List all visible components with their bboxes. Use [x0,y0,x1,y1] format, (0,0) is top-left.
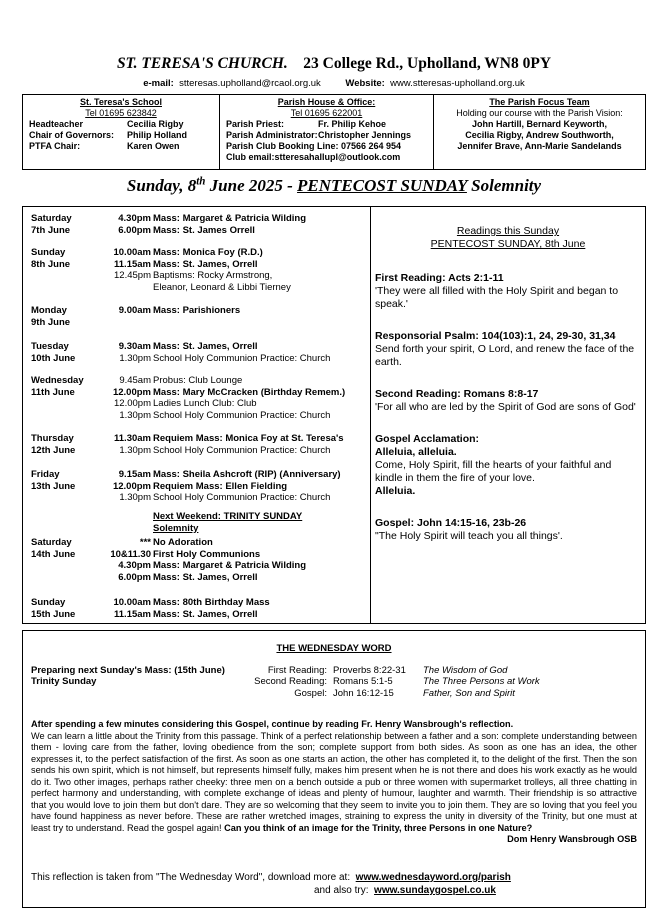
prep-reading-row [243,665,643,676]
parish-person: Christopher Jennings [318,130,412,140]
day-line: 14th June [31,548,76,560]
acclamation-label: Gospel Acclamation: [375,433,480,445]
parish-contact-row [226,130,427,141]
feast-name: PENTECOST SUNDAY [297,176,467,195]
schedule-times [103,375,151,421]
day-line: 13th June [31,480,76,492]
email-address[interactable]: stteresas.upholland@rcaol.org.uk [179,78,321,89]
mass-schedule [23,207,371,623]
next-weekend-line: Next Weekend: TRINITY SUNDAY [153,511,303,522]
date-heading [22,176,646,196]
wednesday-word-link[interactable]: www.wednesdayword.org/parish [355,872,511,883]
prep-reading-ref: John 16:12-15 [333,687,394,699]
prep-reading-row [243,688,643,699]
school-info [23,95,219,169]
schedule-time: 12.00pm [114,398,151,410]
prep-reading-name: Gospel: [294,687,327,699]
schedule-day-label [31,247,101,270]
schedule-item: Requiem Mass: Monica Foy at St. Teresa's [153,433,344,444]
schedule-time [103,282,151,294]
schedule-time: 10&11.30 [110,548,151,560]
contact-line [22,78,646,89]
source-text: This reflection is taken from "The Wednesday Word", download more at: [31,872,351,883]
first-reading-ref: First Reading: Acts 2:1-11 [375,272,504,284]
schedule-item: Mass: Mary McCracken (Birthday Remem.) [153,386,346,398]
parish-house-tel: Tel 01695 622001 [290,108,363,118]
focus-team-name-line: Jennifer Brave, Ann-Marie Sandelands [457,141,622,151]
focus-team-name-line: Cecilia Rigby, Andrew Southworth, [465,130,614,140]
day-line: Thursday [31,433,74,444]
prep-reading-ref: Proverbs 8:22-31 [333,665,406,676]
readings-panel [375,207,641,543]
day-line: 9th June [31,316,71,328]
schedule-day-label [31,433,101,456]
acclamation-text: Come, Holy Spirit, fill the hearts of your faithful and kindle in them the fire of your love. [375,459,612,484]
day-line: 7th June [31,224,71,236]
schedule-times [103,597,151,620]
schedule-time: 1.30pm [119,409,151,421]
reflection-text: We can learn a little about the Trinity from this passage. Think of a perfect relationship between a father and a son: complete understanding between them - loving care from the father, loving obedience from the son; complete support from both sides. As soon as one has an idea, the other expresses it, to the perfect satisfaction of the first. As soon as one starts an action, the other has completed it, to the delight of the first. Then the son sends his own spirit, which is not himself, but represents himself fully, makes him present when he is not there and does his work exactly as he would do it. Two other images, perhaps rather cheeky: three men on a bench outside a pub or three women with supermarket trolleys, all three chatting in perfect harmony and understanding, with complete exchange of ideas and plenty of humour, laughter and warmth. Their friendship is so attractive that you would love to join them but don't dare. They are so welcoming that they seem to invite you to join them. They are so loving that you feel you have found happiness as never before. These are rather wretched images, straining to express the unity in diversity of the Trinity, but one must at least try to understand. Read the gospel again! [31,730,637,833]
schedule-time: 4.30pm [118,560,151,572]
prep-reading-name: First Reading: [267,665,327,676]
schedule-item: Mass: St. James, Orrell [153,608,258,620]
schedule-items [153,213,378,236]
sunday-gospel-link[interactable]: www.sundaygospel.co.uk [374,885,496,896]
date-rest: June 2025 - [205,176,298,195]
schedule-item: Mass: Margaret & Patricia Wilding [153,213,307,224]
reflection-body [31,731,637,835]
prep-reading-name: Second Reading: [254,676,327,688]
feast-rank: Solemnity [466,176,542,195]
schedule-time: 10.00am [113,597,151,608]
next-weekend-line: Solemnity [153,522,199,534]
schedule-item: Mass: Sheila Ashcroft (RIP) (Anniversary) [153,469,341,480]
day-line: Sunday [31,247,66,258]
gospel-text: "The Holy Spirit will teach you all things'. [375,530,563,542]
focus-team-intro: Holding our course with the Parish Vision: [456,108,623,118]
day-line: Tuesday [31,341,69,352]
second-reading-text: 'For all who are led by the Spirit of God are sons of God' [375,401,636,413]
schedule-time: 1.30pm [119,352,151,364]
school-person: Karen Owen [127,141,180,151]
schedule-times [103,247,151,293]
prep-reading-theme: The Three Persons at Work [423,676,540,688]
schedule-times [103,469,151,504]
schedule-time: 9.30am [118,341,151,352]
wednesday-word-title: THE WEDNESDAY WORD [276,643,392,654]
schedule-day-label [31,375,101,398]
prep-reading-theme: Father, Son and Spirit [423,687,515,699]
parish-person: Fr. Philip Kehoe [318,119,387,129]
schedule-day-label [31,305,101,328]
day-line: Wednesday [31,375,84,386]
schedule-items [153,247,378,293]
readings-subtitle: PENTECOST SUNDAY, 8th June [430,238,586,250]
schedule-day-label [31,537,101,560]
day-line: Friday [31,469,60,480]
school-tel: Tel 01695 623842 [85,108,157,118]
parish-role: Parish Priest: [226,119,285,129]
parish-contact-row [226,119,427,130]
school-person: Philip Holland [127,130,187,140]
also-try-text: and also try: [314,885,369,896]
schedule-times [103,341,151,364]
schedule-item: Mass: 80th Birthday Mass [153,597,270,608]
parish-info-box [22,94,646,170]
prep-reading-row [243,676,643,687]
acclamation-alleluia: Alleluia, alleluia. [375,446,457,458]
reflection-source [31,871,637,897]
schedule-item: School Holy Communion Practice: Church [153,409,331,421]
wednesday-word-box [22,630,646,908]
schedule-item: Baptisms: Rocky Armstrong, [153,270,273,282]
parish-role: Parish Administrator: [226,130,318,140]
school-person: Cecilia Rigby [127,119,184,129]
focus-team-heading: The Parish Focus Team [489,97,590,107]
schedule-item: Mass: St. James Orrell [153,224,255,236]
date-sup: th [196,175,206,188]
schedule-day-label [31,597,101,620]
school-contact-row [29,141,213,152]
school-role: Headteacher [29,119,84,129]
schedule-item: Requiem Mass: Ellen Fielding [153,480,288,492]
day-line: 11th June [31,386,75,398]
school-heading: St. Teresa's School [79,97,162,107]
focus-team-info [433,95,645,169]
club-booking-line: Parish Club Booking Line: 07566 264 954 [226,141,402,151]
focus-team-name-line: John Hartill, Bernard Keyworth, [471,119,608,129]
first-reading-text: 'They were all filled with the Holy Spirit and began to speak.' [375,285,619,310]
reflection [31,719,637,846]
reflection-intro: After spending a few minutes considering this Gospel, continue by reading Fr. Henry Wansbrough's reflection. [31,719,514,729]
day-line: Monday [31,305,67,316]
website-label: Website: [345,78,385,89]
psalm-text: Send forth your spirit, O Lord, and renew the face of the earth. [375,343,635,368]
trinity-label: Trinity Sunday [31,676,97,688]
parish-house-heading: Parish House & Office: [277,97,376,107]
schedule-items [153,469,378,504]
schedule-time: 12.00pm [112,386,151,398]
reflection-signature: Dom Henry Wansbrough OSB [507,834,637,844]
schedule-time: 10.00am [113,247,151,258]
schedule-time: *** [139,537,151,548]
page-title [22,55,646,73]
prep-reading-theme: The Wisdom of God [423,665,508,676]
prep-label: Preparing next Sunday's Mass: (15th June) [31,665,225,676]
schedule-time: 6.00pm [118,571,151,583]
schedule-item: Mass: Margaret & Patricia Wilding [153,560,307,572]
schedule-time: 11.15am [114,258,151,270]
day-line: 10th June [31,352,76,364]
schedule-items [153,537,378,583]
school-contact-row [29,130,213,141]
schedule-time: 11.15am [114,608,151,620]
schedule-item: School Holy Communion Practice: Church [153,444,331,456]
schedule-item: Ladies Lunch Club: Club [153,398,257,410]
schedule-item: First Holy Communions [153,548,261,560]
schedule-item: Mass: Parishioners [153,305,241,316]
day-line: 12th June [31,444,76,456]
website-link[interactable]: www.stteresas-upholland.org.uk [390,78,525,89]
schedule-item: School Holy Communion Practice: Church [153,492,331,504]
gospel-ref: Gospel: John 14:15-16, 23b-26 [375,517,527,529]
schedule-times [103,537,151,583]
church-name: ST. TERESA'S CHURCH. [116,55,288,72]
day-line: 15th June [31,608,76,620]
schedule-items [153,341,378,364]
psalm-ref: Responsorial Psalm: 104(103):1, 24, 29-30, 31,34 [375,330,616,342]
church-address: 23 College Rd., Upholland, WN8 0PY [303,55,552,72]
schedule-day-label [31,213,101,236]
schedule-time: 9.15am [118,469,151,480]
schedule-item: Mass: St. James, Orrell [153,571,258,583]
schedule-items [153,597,378,620]
school-role: PTFA Chair: [29,141,81,151]
schedule-time: 9.00am [118,305,151,316]
schedule-item: School Holy Communion Practice: Church [153,352,331,364]
schedule-time: 11.30am [114,433,151,444]
day-line: Saturday [31,537,72,548]
prep-reading-ref: Romans 5:1-5 [333,676,393,688]
schedule-item: Mass: St. James, Orrell [153,258,258,270]
schedule-day-label [31,469,101,492]
schedule-box [22,206,646,624]
readings-title: Readings this Sunday [456,225,560,237]
schedule-times [103,213,151,236]
email-label: e-mail: [143,78,174,89]
schedule-times [103,433,151,456]
schedule-times [103,305,151,317]
schedule-time: 4.30pm [118,213,151,224]
second-reading-ref: Second Reading: Romans 8:8-17 [375,388,539,400]
club-email: Club email:stteresahallupl@outlook.com [226,152,401,162]
school-role: Chair of Governors: [29,130,115,140]
day-line: Saturday [31,213,72,224]
reflection-question: Can you think of an image for the Trinity, three Persons in one Nature? [224,822,533,833]
schedule-item: No Adoration [153,537,213,548]
schedule-items [153,375,378,421]
schedule-item: Eleanor, Leonard & Libbi Tierney [153,281,291,293]
schedule-time: 1.30pm [119,444,151,456]
school-contact-row [29,119,213,130]
schedule-items [153,305,378,317]
schedule-time: 6.00pm [118,224,151,236]
schedule-time: 9.45am [119,375,151,386]
date-prefix: Sunday, 8 [126,176,197,195]
schedule-day-label [31,341,101,364]
schedule-time: 1.30pm [119,492,151,504]
acclamation-alleluia: Alleluia. [375,485,416,497]
schedule-time: 12.00pm [112,480,151,492]
day-line: Sunday [31,597,66,608]
schedule-items [153,433,378,456]
schedule-item: Mass: Monica Foy (R.D.) [153,247,263,258]
parish-house-info [219,95,433,169]
day-line: 8th June [31,258,71,270]
schedule-time: 12.45pm [114,270,151,282]
schedule-item: Probus: Club Lounge [153,375,243,386]
schedule-item: Mass: St. James, Orrell [153,341,258,352]
